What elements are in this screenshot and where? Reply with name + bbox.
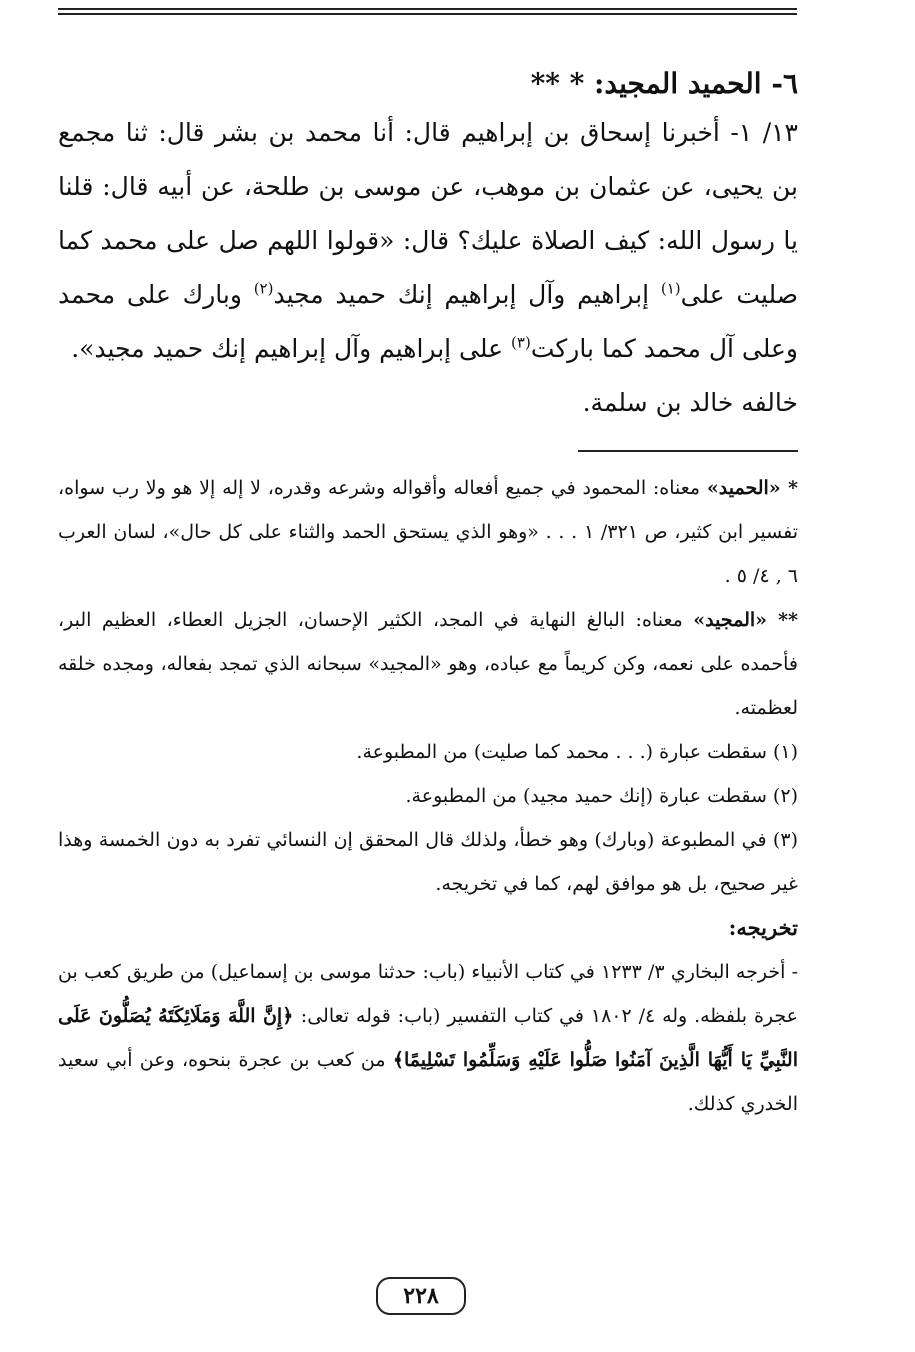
section-heading: ٦- الحميد المجيد: * ** [530,67,798,100]
footnote-ref-3: (٣) [511,333,531,352]
note-hamid-text: معناه: المحمود في جميع أفعاله وأقواله وشرعه وقدره، لا إله إلا هو ولا رب سواه، تفسير ابن كثير، ص ٣٢١/ ١ . . . «وهو الذي يستحق الحمد والثناء على كل حال»، لسان العرب ٦ , ٤/ ٥ . [58,477,798,587]
hadith-part-1: ١٣/ ١- أخبرنا إسحاق بن إبراهيم قال: أنا محمد بن بشر قال: ثنا مجمع بن يحيى، عن عثمان بن موهب، عن موسى بن طلحة، عن أبيه قال: قلنا يا رسول الله: كيف الصلاة عليك؟ قال: «قولوا اللهم صل على محمد كما صليت على [58,118,799,309]
hadith-part-3: وبارك على محمد وعلى آل محمد كما باركت [58,280,798,363]
page-body [58,62,798,1126]
quran-verse: ﴿إِنَّ اللَّهَ وَمَلَائِكَتَهُ يُصَلُّونَ عَلَى النَّبِيِّ يَا أَيُّهَا الَّذِينَ آمَنُوا صَلُّوا عَلَيْهِ وَسَلِّمُوا تَسْلِيمًا﴾ [58,1005,798,1071]
footnote-separator [578,450,798,452]
hadith-part-4: على إبراهيم وآل إبراهيم إنك حميد مجيد». [71,334,512,363]
top-rule [58,8,797,10]
footnotes [58,466,798,906]
footnote-ref-2: (٢) [253,279,274,298]
hadith-paragraph [58,106,798,376]
takhrij-paragraph [58,950,798,1126]
note-hamid-label: * «الحميد» [706,477,798,499]
note-majid [58,598,798,730]
footnote-2: (٢) سقطت عبارة (إنك حميد مجيد) من المطبوعة. [405,785,798,807]
note-majid-label: ** «المجيد» [693,609,798,631]
footnote-3: (٣) في المطبوعة (وبارك) وهو خطأ، ولذلك قال المحقق إن النسائي تفرد به دون الخمسة وهذا غير صحيح، بل هو موافق لهم، كما في تخريجه. [58,829,798,895]
takhrij-body [58,950,798,1126]
khalafahu-line: خالفه خالد بن سلمة. [582,388,798,417]
takhrij-text-2: من كعب بن عجرة بنحوه، وعن أبي سعيد الخدري كذلك. [58,1049,798,1115]
note-majid-text: معناه: البالغ النهاية في المجد، الكثير الإحسان، الجزيل العطاء، العظيم البر، فأحمده على نعمه، وكن كريماً مع عباده، وهو «المجيد» سبحانه الذي تمجد بفعاله، ومجده خلقه لعظمته. [58,609,798,719]
takhrij-title: تخريجه: [728,915,798,940]
footnote-ref-1: (١) [660,279,681,298]
top-rule-secondary [58,13,797,15]
hadith-text [58,106,798,430]
page-number: ٢٢٨ [376,1277,466,1315]
hadith-part-2: إبراهيم وآل إبراهيم إنك حميد مجيد [273,280,661,309]
takhrij-text-1: - أخرجه البخاري ٣/ ١٢٣٣ في كتاب الأنبياء (باب: حدثنا موسى بن إسماعيل) من طريق كعب بن عجرة بلفظه. وله ٤/ ١٨٠٢ في كتاب التفسير (باب: قوله تعالى: [58,961,798,1027]
footnote-1: (١) سقطت عبارة (. . . محمد كما صليت) من المطبوعة. [356,741,798,763]
note-hamid [58,466,798,598]
